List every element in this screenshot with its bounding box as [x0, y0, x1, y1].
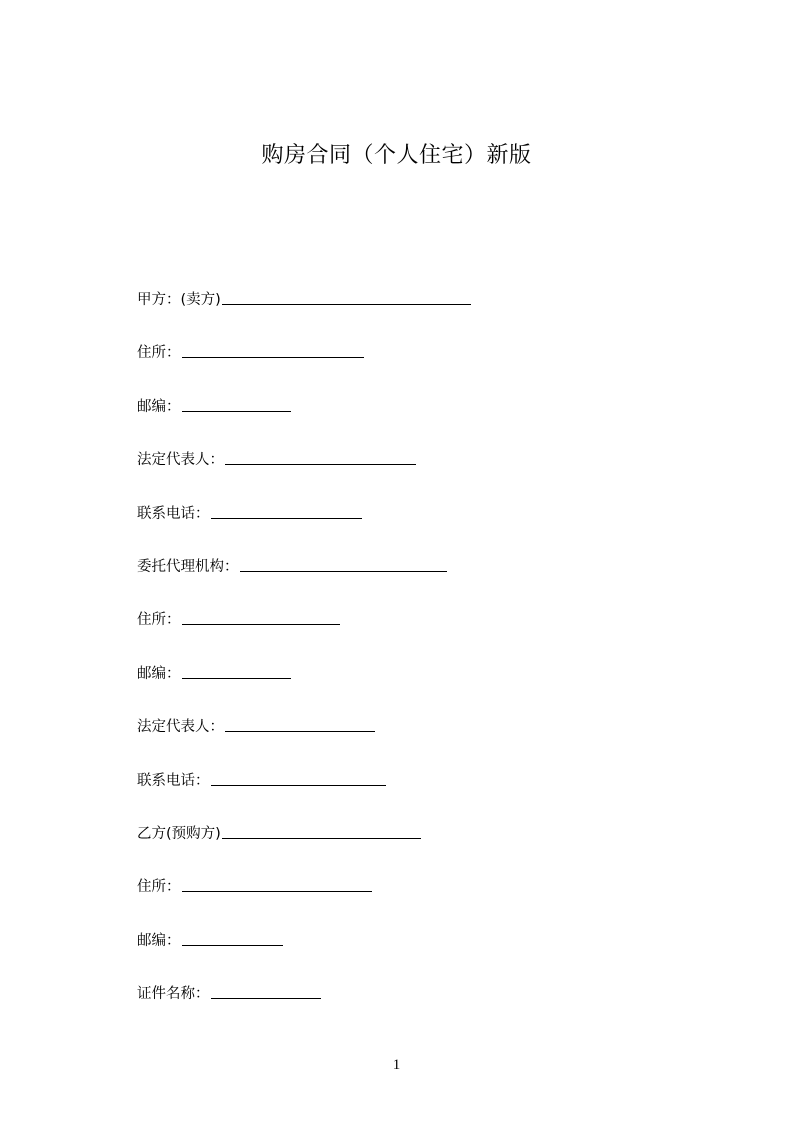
field-seller-postcode	[137, 396, 471, 449]
field-label: 甲方：(卖方)	[137, 292, 221, 308]
field-buyer-address	[137, 876, 471, 929]
field-label: 乙方(预购方)	[137, 825, 221, 842]
field-buyer-id-type	[137, 983, 471, 1036]
fill-in-blank[interactable]	[211, 983, 321, 999]
field-agency-address	[137, 609, 471, 662]
field-label: 联系电话：	[137, 505, 210, 522]
fill-in-blank[interactable]	[182, 876, 372, 892]
field-seller	[137, 289, 471, 342]
field-buyer	[137, 823, 471, 876]
fill-in-blank[interactable]	[211, 503, 362, 519]
field-label: 住所：	[137, 345, 181, 362]
fill-in-blank[interactable]	[211, 770, 386, 786]
fill-in-blank[interactable]	[222, 823, 421, 839]
field-seller-phone	[137, 503, 471, 556]
field-agency	[137, 556, 471, 609]
field-label: 邮编：	[137, 665, 181, 682]
fill-in-blank[interactable]	[225, 716, 375, 732]
field-label: 法定代表人：	[137, 719, 224, 736]
field-label: 联系电话：	[137, 772, 210, 789]
fill-in-blank[interactable]	[222, 289, 471, 305]
field-label: 住所：	[137, 879, 181, 896]
field-agency-postcode	[137, 663, 471, 716]
fill-in-blank[interactable]	[182, 930, 283, 946]
fill-in-blank[interactable]	[182, 609, 340, 625]
field-label: 委托代理机构：	[137, 558, 239, 575]
field-label: 法定代表人：	[137, 452, 224, 469]
field-label: 邮编：	[137, 932, 181, 949]
fill-in-blank[interactable]	[240, 556, 447, 572]
field-buyer-postcode	[137, 930, 471, 983]
page-number: 1	[392, 1057, 401, 1073]
fill-in-blank[interactable]	[182, 663, 291, 679]
field-agency-legal-rep	[137, 716, 471, 769]
field-label: 证件名称：	[137, 986, 210, 1003]
fill-in-blank[interactable]	[182, 396, 291, 412]
page-title: 购房合同（个人住宅）新版	[261, 143, 532, 168]
field-label: 邮编：	[137, 398, 181, 415]
field-label: 住所：	[137, 612, 181, 629]
field-seller-legal-rep	[137, 449, 471, 502]
fill-in-blank[interactable]	[225, 449, 416, 465]
party-fields-list	[137, 289, 471, 1036]
field-seller-address	[137, 342, 471, 395]
fill-in-blank[interactable]	[182, 342, 364, 358]
field-agency-phone	[137, 770, 471, 823]
